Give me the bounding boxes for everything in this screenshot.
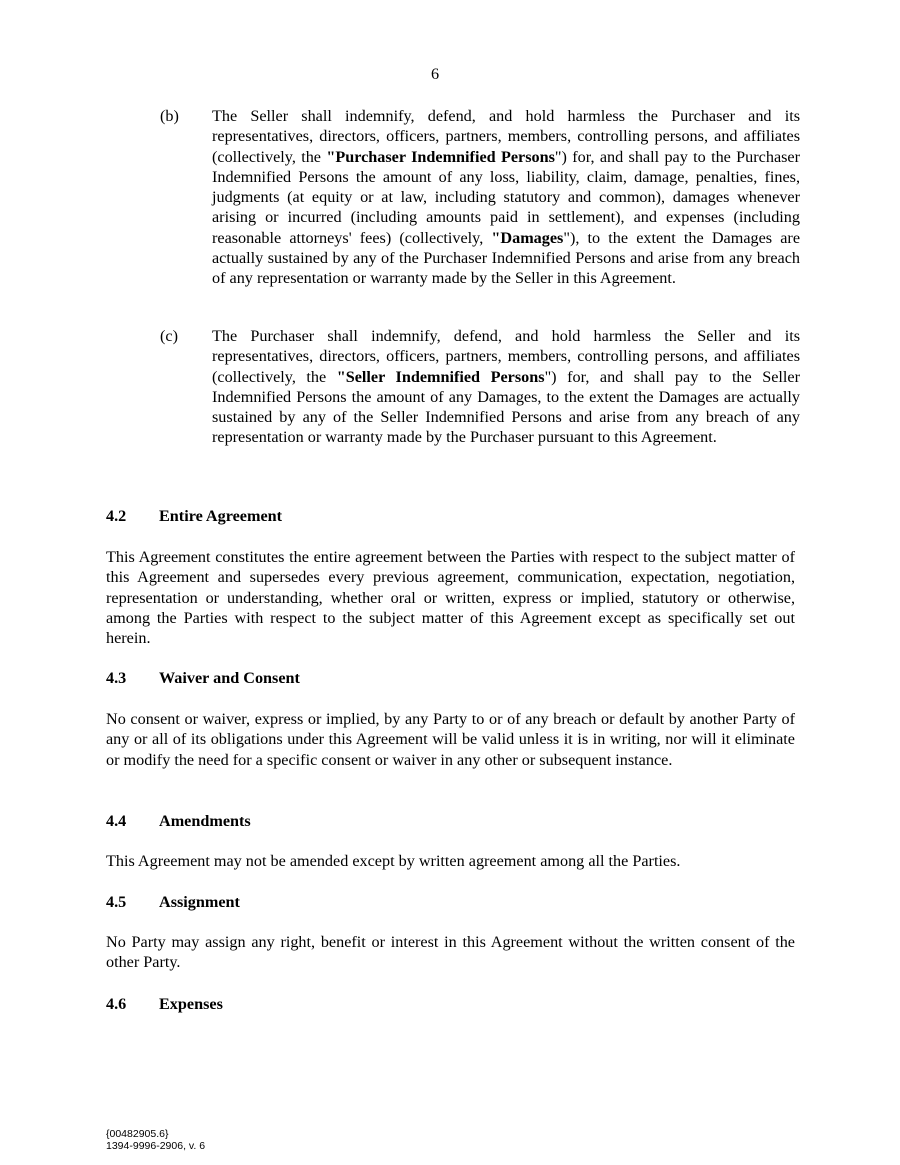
section-title: Amendments	[159, 812, 251, 830]
document-footer	[106, 1128, 205, 1152]
section-body-4-3: No consent or waiver, express or implied, by any Party to or of any breach or default by another Party of any or all of its obligations under this Agreement will be valid unless it is in writing, nor will it eliminate or modify the need for a specific consent or waiver in any other or subsequent instance.	[106, 710, 795, 769]
section-number: 4.2	[106, 507, 127, 525]
section-body-4-4: This Agreement may not be amended except by written agreement among all the Parties.	[106, 852, 681, 870]
defined-term-purchaser-indemnified-persons: "Purchaser Indemnified Persons	[326, 147, 555, 166]
list-label-b: (b)	[160, 107, 179, 125]
defined-term-seller-indemnified-persons: "Seller Indemnified Persons	[336, 367, 545, 386]
section-title: Expenses	[159, 995, 223, 1013]
page-number: 6	[430, 65, 440, 83]
list-item-c	[160, 326, 800, 448]
section-number: 4.4	[106, 812, 127, 830]
list-body-b: The Seller shall indemnify, defend, and hold harmless the Purchaser and its representatives, directors, officers, partners, members, controlling persons, and affiliates (collectively, the "Purchaser Indemnified Persons") for, and shall pay to the Purchaser Indemnified Persons the amount of any loss, liability, claim, damage, penalties, fines, judgments (at equity or at law, including statutory and common), damages whenever arising or incurred (including amounts paid in settlement), and expenses (including reasonable attorneys' fees) (collectively, "Damages"), to the extent the Damages are actually sustained by any of the Purchaser Indemnified Persons and arise from any breach of any representation or warranty made by the Seller in this Agreement.	[212, 107, 800, 288]
section-heading-4-4	[106, 811, 251, 831]
section-heading-4-2	[106, 506, 282, 526]
list-body-c: The Purchaser shall indemnify, defend, and hold harmless the Seller and its representatives, directors, officers, partners, members, controlling persons, and affiliates (collectively, the "Seller Indemnified Persons") for, and shall pay to the Seller Indemnified Persons the amount of any Damages, to the extent the Damages are actually sustained by any of the Seller Indemnified Persons and arise from any breach of any representation or warranty made by the Purchaser pursuant to this Agreement.	[212, 327, 801, 447]
section-heading-4-5	[106, 892, 240, 912]
section-title: Entire Agreement	[159, 507, 283, 525]
section-title: Assignment	[159, 893, 240, 911]
footer-ref: 1394-9996-2906, v. 6	[106, 1140, 206, 1152]
list-label-c: (c)	[160, 327, 178, 345]
section-body-4-2: This Agreement constitutes the entire agreement between the Parties with respect to the subject matter of this Agreement and supersedes every previous agreement, communication, expectation, negotiation, representation or understanding, whether oral or written, express or implied, statutory or otherwise, among the Parties with respect to the subject matter of this Agreement except as specifically set out herein.	[106, 548, 795, 648]
defined-term-damages: "Damages	[491, 228, 564, 247]
section-heading-4-3	[106, 668, 300, 688]
section-number: 4.3	[106, 669, 127, 687]
section-number: 4.5	[106, 893, 127, 911]
section-heading-4-6	[106, 994, 223, 1014]
footer-doc-id: {00482905.6}	[106, 1128, 169, 1140]
list-item-b	[160, 106, 800, 289]
section-number: 4.6	[106, 995, 127, 1013]
section-body-4-5: No Party may assign any right, benefit or interest in this Agreement without the written consent of the other Party.	[106, 933, 795, 972]
section-title: Waiver and Consent	[159, 669, 300, 687]
